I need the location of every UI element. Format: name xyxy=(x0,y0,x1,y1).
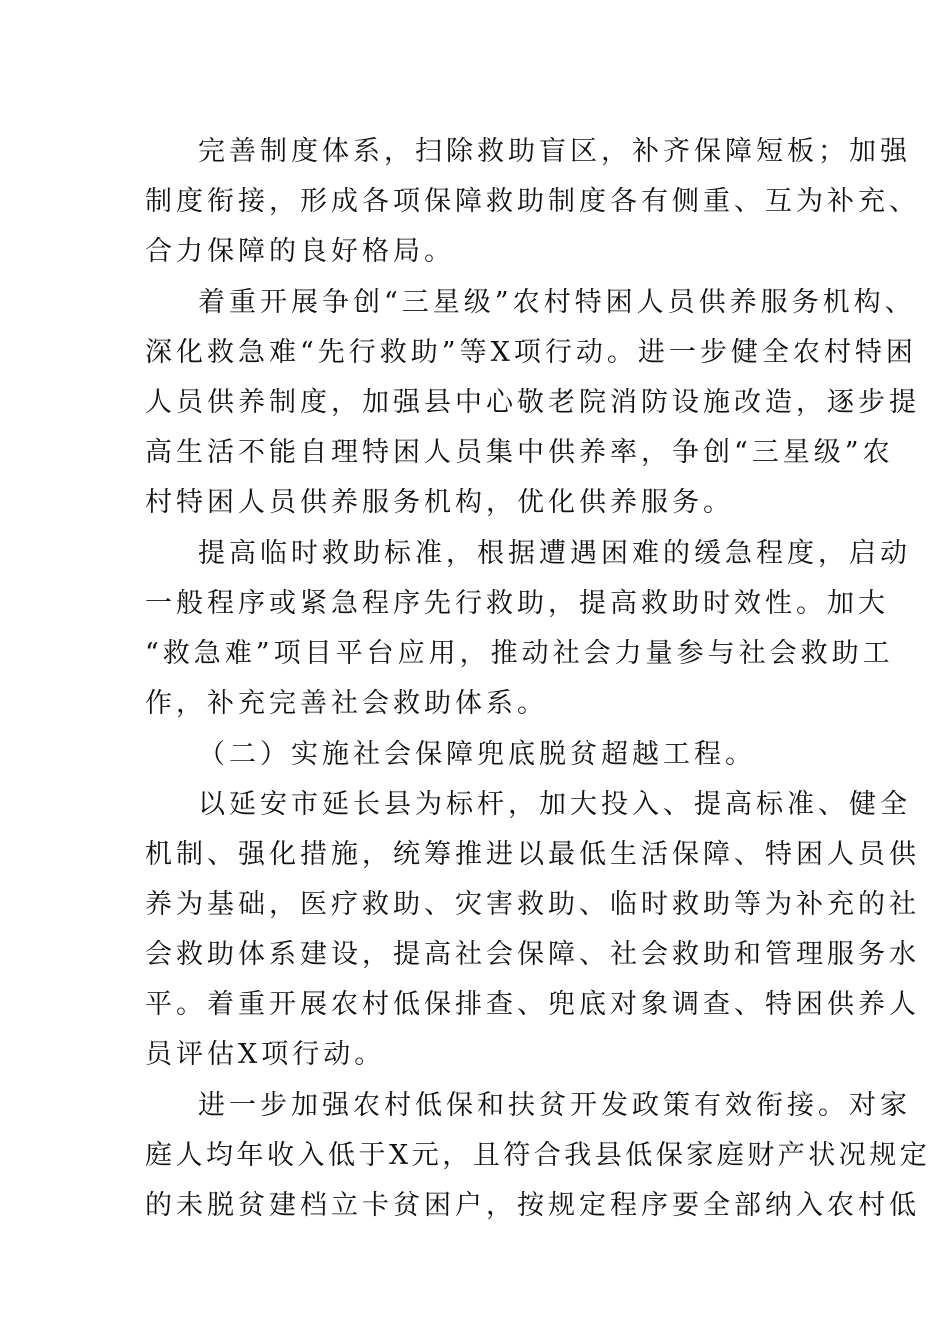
text-line: 合力保障的良好格局。 xyxy=(145,236,455,267)
text-line: 制度衔接，形成各项保障救助制度各有侧重、互为补充、 xyxy=(145,186,920,217)
text-line: 着重开展争创“三星级”农村特困人员供养服务机构、 xyxy=(198,287,916,318)
text-line: 以延安市延长县为标杆，加大投入、提高标准、健全 xyxy=(198,789,911,820)
text-line: 机制、强化措施，统筹推进以最低生活保障、特困人员供 xyxy=(145,839,920,870)
section-heading: （二）实施社会保障兜底脱贫超越工程。 xyxy=(198,739,756,770)
text-line: 高生活不能自理特困人员集中供养率，争创“三星级”农 xyxy=(145,437,894,468)
text-line: 完善制度体系，扫除救助盲区，补齐保障短板；加强 xyxy=(198,136,911,167)
text-line: 养为基础，医疗救助、灾害救助、临时救助等为补充的社 xyxy=(145,889,920,920)
text-line: 庭人均年收入低于X元，且符合我县低保家庭财产状况规定 xyxy=(145,1140,931,1171)
text-line: 提高临时救助标准，根据遭遇困难的缓急程度，启动 xyxy=(198,538,911,569)
text-line: 人员供养制度，加强县中心敬老院消防设施改造，逐步提 xyxy=(145,387,920,418)
text-line: 会救助体系建设，提高社会保障、社会救助和管理服务水 xyxy=(145,939,920,970)
text-line: 一般程序或紧急程序先行救助，提高救助时效性。加大 xyxy=(145,588,889,619)
text-line: “救急难”项目平台应用，推动社会力量参与社会救助工 xyxy=(145,638,894,669)
text-line: 作，补充完善社会救助体系。 xyxy=(145,688,548,719)
text-line: 进一步加强农村低保和扶贫开发政策有效衔接。对家 xyxy=(198,1090,911,1121)
text-line: 深化救急难“先行救助”等X项行动。进一步健全农村特困 xyxy=(145,337,917,368)
text-line: 平。着重开展农村低保排查、兜底对象调查、特困供养人 xyxy=(145,989,920,1020)
text-line: 村特困人员供养服务机构，优化供养服务。 xyxy=(145,487,734,518)
text-line: 的未脱贫建档立卡贫困户，按规定程序要全部纳入农村低 xyxy=(145,1190,920,1221)
text-line: 员评估X项行动。 xyxy=(145,1039,386,1070)
